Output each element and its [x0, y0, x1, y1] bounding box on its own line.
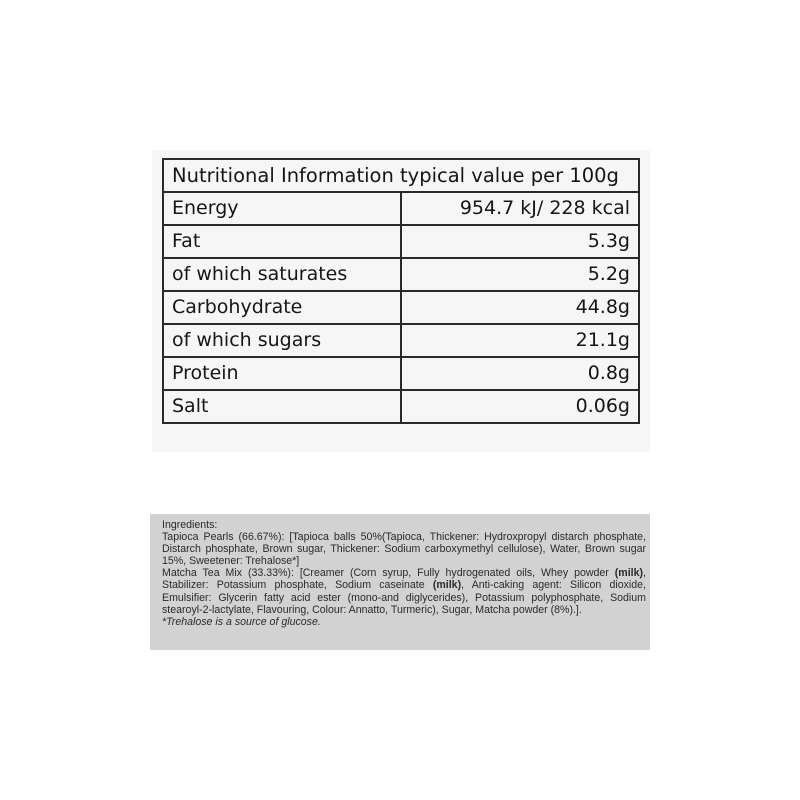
nutrient-name: of which saturates: [163, 258, 401, 291]
nutrition-table: [162, 158, 640, 424]
nutrition-header: Nutritional Information typical value per 100g: [163, 159, 639, 192]
nutrient-name: Carbohydrate: [163, 291, 401, 324]
allergen-milk: (milk): [432, 579, 462, 592]
nutrient-name: of which sugars: [163, 324, 401, 357]
ingredients-tapioca: Tapioca Pearls (66.67%): [Tapioca balls 50%(Tapioca, Thickener: Hydroxpropyl distarch phosphate, Distarch phosphate, Brown sugar, Thickener: Sodium carboxymethyl cellulose), Water, Brown sugar 15%, Sweetener: Trehalose*]: [162, 531, 646, 568]
nutrient-value: 954.7 kJ/ 228 kcal: [401, 192, 639, 225]
nutrient-value: 0.8g: [401, 357, 639, 390]
table-row: [163, 192, 639, 225]
nutrient-name: Energy: [163, 192, 401, 225]
footnote-text: *Trehalose is a source of glucose.: [162, 615, 321, 628]
table-row: [163, 324, 639, 357]
nutrient-name: Fat: [163, 225, 401, 258]
ingredients-title: Ingredients:: [162, 519, 218, 531]
nutrient-value: 0.06g: [401, 390, 639, 423]
ingredients-panel: [162, 519, 646, 628]
ingredients-matcha: [162, 567, 646, 615]
ingredients-matcha-text: , Anti-caking agent: Silicon dioxide, Emulsifier: Glycerin fatty acid ester (mono-and diglycerides), Potassium polyphosphate, Sodium stearoyl-2-lactylate, Flavouring, Colour: Annatto, Turmeric), Sugar, Matcha powder (8%).].: [162, 579, 646, 616]
table-row: [163, 258, 639, 291]
nutrient-value: 44.8g: [401, 291, 639, 324]
nutrient-value: 5.2g: [401, 258, 639, 291]
nutrient-value: 5.3g: [401, 225, 639, 258]
ingredients-matcha-text: , Stabilizer: Potassium phosphate, Sodium caseinate: [162, 567, 646, 592]
table-row: [163, 390, 639, 423]
ingredients-matcha-text: Matcha Tea Mix (33.33%): [Creamer (Corn syrup, Fully hydrogenated oils, Whey powder: [162, 567, 615, 580]
nutrient-value: 21.1g: [401, 324, 639, 357]
nutrition-header-row: [163, 159, 639, 192]
table-row: [163, 357, 639, 390]
nutrient-name: Salt: [163, 390, 401, 423]
allergen-milk: (milk): [614, 567, 644, 580]
nutrient-name: Protein: [163, 357, 401, 390]
ingredients-footnote: [162, 616, 646, 628]
table-row: [163, 291, 639, 324]
table-row: [163, 225, 639, 258]
